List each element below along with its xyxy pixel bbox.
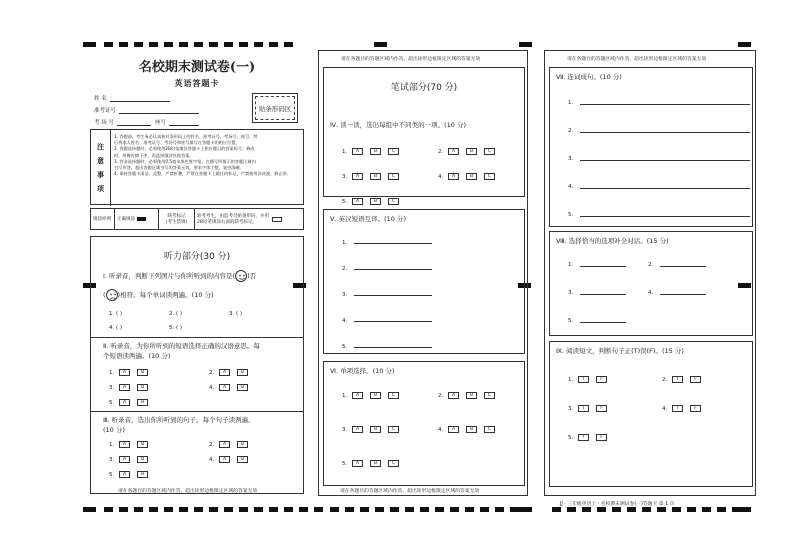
corner-mark [374,42,387,47]
corner-mark [83,42,96,47]
exam-no-field[interactable] [94,106,199,114]
notes-body: 1. 答题前，考生务必认真核对条形码上的姓名、准考证号、考场号、座号，然 后将本人姓名、准考证号、考场号和座号填写在答题卡的相应位置。 2. 答题选择题时，必须使用2B铅笔填涂答题卡上相应题目的答案标号；修改 时，用橡皮擦干净，再选择填涂其他答案。 3. 答非选择题时，必须使用0.5毫米黑色签字笔，在题号所指示的答题区域内 书写作答，超出答题区域书写的答案无效。要求字体工整，笔迹清晰。 4. 保持答题卡清洁、完整，严禁折叠，严禁在答题卡上做任何标记，严禁使用涂改液、修正带。 [114,134,292,177]
section-6-box [323,361,525,486]
exam-subtitle: 英语答题卡 [174,78,220,88]
q1-item-2[interactable]: 2. ( ) [169,311,183,317]
listening-heading: 听力部分(30 分) [163,252,231,262]
q4-item-3[interactable]: 3. A B C [342,173,406,180]
q8-answer-line-2[interactable] [660,266,706,267]
col2-footer-notice: 请在各题目的答题区域内作答，超出矩形边框限定区域的答案无效 [340,489,480,494]
column-header-listening [90,50,304,494]
q7-answer-line-4[interactable] [580,188,750,189]
q4-item-4[interactable]: 4. A B C [438,173,502,180]
room-label: 考 场 号 [94,120,114,126]
room-input-line[interactable] [117,120,151,126]
q6-item-5[interactable]: 5. A B C [342,460,406,467]
listening-q2-title: Ⅱ. 听录音，为你所听到的短语选择正确的汉语意思。每 个短语读两遍。(10 分) [103,342,260,360]
q8-answer-line-5[interactable] [580,322,626,323]
q4-item-1[interactable]: 1. A B C [342,148,406,155]
q8-answer-line-3[interactable] [580,294,626,295]
q7-answer-line-3[interactable] [580,160,750,161]
corner-mark [738,507,751,512]
name-label: 姓 名 [94,96,107,102]
q2-item-3[interactable]: 3. A B [109,384,155,391]
q2-item-2[interactable]: 2. A B [209,369,255,376]
section-9-box [549,341,753,487]
q8-answer-line-1[interactable] [580,266,626,267]
notes-box [90,129,304,205]
q9-item-3[interactable]: 3. T F [568,405,614,412]
q7-answer-line-5[interactable] [580,216,750,217]
q9-item-2[interactable]: 2. T F [662,376,708,383]
q9-item-4[interactable]: 4. T F [662,405,708,412]
exam-title: 名校期末测试卷(一) [138,60,256,75]
q3-item-5[interactable]: 5. A B [109,471,155,478]
marking-example-row [90,208,304,230]
absent-mark-label: 缺考标记 (考生禁填) [159,209,195,229]
answer-area-notice: 请在各题目的答题区域内作答，超出矩形边框限定区域的答案无效 [341,57,481,62]
name-input-line[interactable] [110,96,170,102]
page-footer: JJ · 三年级英语上 · 名校期末测试卷(一)答题卡 第 1 页 [560,502,675,507]
q3-item-3[interactable]: 3. A B [109,456,155,463]
example-label: 填涂样例 [91,209,115,229]
section-5-title: Ⅴ. 英汉短语互译。(10 分) [330,215,406,223]
q9-item-5[interactable]: 5. T F [568,434,614,441]
section-6-title: Ⅵ. 单项选择。(10 分) [330,367,395,375]
q1-item-4[interactable]: 4. ( ) [109,325,123,331]
q7-answer-line-1[interactable] [580,104,750,105]
timing-marks-bottom-mid [330,507,519,512]
corner-mark [519,507,532,512]
corner-mark [738,42,751,47]
divider [91,411,303,412]
seat-label: 座号 [155,120,167,126]
q4-item-2[interactable]: 2. A B C [438,148,502,155]
timing-marks-bottom-right [552,507,741,512]
room-field[interactable] [94,118,199,126]
q1-item-1[interactable]: 1. ( ) [109,311,123,317]
col1-footer-notice: 请在各题目的答题区域内作答，超出矩形边框限定区域的答案无效 [118,489,258,494]
absent-mark-box[interactable] [272,217,282,222]
filled-mark-icon [137,217,146,221]
q1-item-3[interactable]: 3. ( ) [229,311,243,317]
corner-mark [519,42,532,47]
timing-marks-top-left [104,42,293,47]
q4-item-5[interactable]: 5. A B C [342,198,406,205]
absent-note: 缺考考生，由监考员贴条形码，并用 2B铅笔填涂右面的缺考标记。 [195,209,303,229]
barcode-area [252,93,298,123]
listening-q3-title: Ⅲ. 听录音，选出你所听到的句子。每个句子读两遍。 (10 分) [103,416,255,434]
q8-answer-line-4[interactable] [660,294,706,295]
exam-no-input-line[interactable] [119,108,199,114]
corner-mark [83,507,96,512]
q2-item-5[interactable]: 5. A B [109,399,155,406]
listening-section [90,236,304,494]
name-field[interactable] [94,94,170,102]
section-4-title: Ⅳ. 读一读，选出每组中不同类的一项。(10 分) [330,121,467,129]
section-8-box: Ⅷ. 选择恰当的选项补全对话。(15 分) 1. 2. 3. 4. 5. [549,231,753,336]
timing-marks-bottom-left [104,507,323,512]
barcode-label: 贴条形码区 [258,104,292,113]
q3-item-4[interactable]: 4. A B [209,456,255,463]
q5-answer-line-5[interactable] [354,347,432,348]
q5-answer-line-1[interactable] [354,243,432,244]
divider [91,337,303,338]
q5-answer-line-4[interactable] [354,321,432,322]
listening-q1-title-line2: ( )相符。每个单词读两遍。(10 分) [103,291,214,299]
q3-item-2[interactable]: 2. A B [209,441,255,448]
seat-input-line[interactable] [169,120,199,126]
correct-example: 正确填涂 [115,209,159,229]
q5-answer-line-2[interactable] [354,269,432,270]
q3-item-1[interactable]: 1. A B [109,441,155,448]
smile-face-icon [235,270,247,282]
q2-item-4[interactable]: 4. A B [209,384,255,391]
q9-item-1[interactable]: 1. T F [568,376,614,383]
section-7-box: Ⅶ. 连词成句。(10 分) 1. 2. 3. 4. 5. [549,67,753,227]
q6-item-2[interactable]: 2. A B C [438,392,502,399]
written-heading: 笔试部分(70 分) [390,83,458,93]
q1-item-5[interactable]: 5. ( ) [169,325,183,331]
q7-answer-line-2[interactable] [580,132,750,133]
column-written-2 [544,50,756,496]
q5-answer-line-3[interactable] [354,295,432,296]
column-written-1 [318,50,528,496]
sad-face-icon [106,289,118,301]
exam-no-label: 准考证号 [94,108,117,114]
answer-area-notice: 请在各题目的答题区域内作答，超出矩形边框限定区域的答案无效 [567,57,707,62]
section-8-title: Ⅷ. 选择恰当的选项补全对话。(15 分) [556,237,669,245]
section-9-title: Ⅸ. 阅读短文，判断句子正(T)误(F)。(15 分) [556,347,684,355]
q6-item-4[interactable]: 4. A B C [438,426,502,433]
section-5-box: Ⅴ. 英汉短语互译。(10 分) 1. 2. 3. 4. 5. [323,209,525,354]
listening-q1-title: Ⅰ. 听录音，判断下列图片与你所听到的内容是( )否 [103,272,257,280]
q6-item-3[interactable]: 3. A B C [342,426,406,433]
section-7-title: Ⅶ. 连词成句。(10 分) [556,73,622,81]
q6-item-1[interactable]: 1. A B C [342,392,406,399]
section-4-box [323,67,525,205]
q2-item-1[interactable]: 1. A B [109,369,155,376]
notes-heading: 注 意 事 项 [91,130,111,206]
